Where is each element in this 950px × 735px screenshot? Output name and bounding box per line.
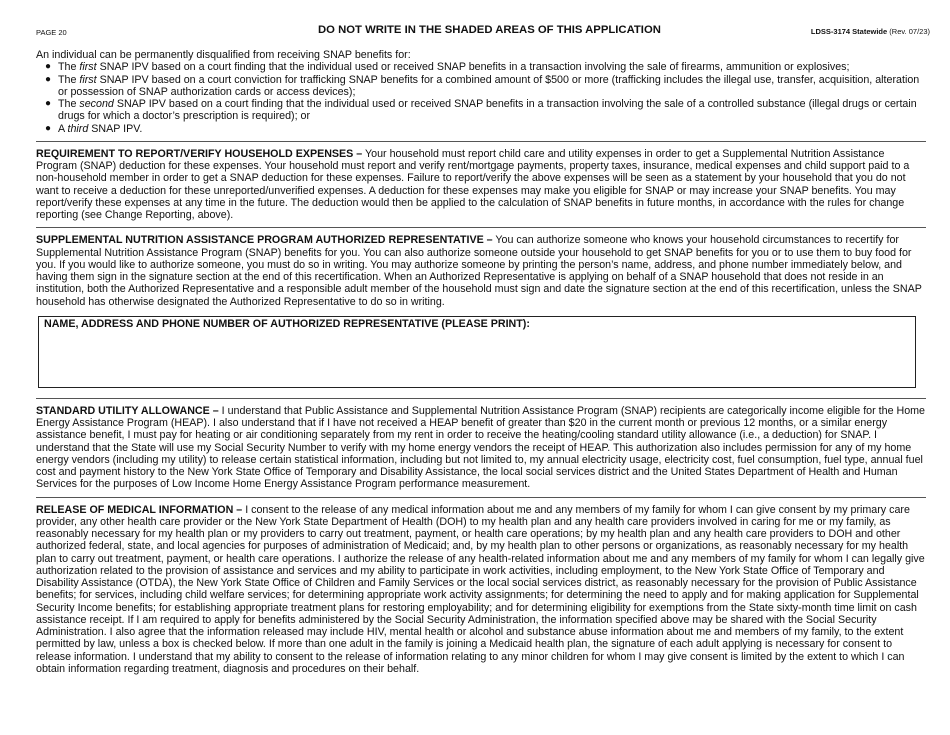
page-title: DO NOT WRITE IN THE SHADED AREAS OF THIS APPLICATION (318, 24, 661, 36)
disqualification-list (36, 61, 926, 135)
bullet-icon: ● (45, 122, 52, 134)
section-divider (36, 227, 926, 228)
list-item (36, 98, 926, 123)
medical-heading: RELEASE OF MEDICAL INFORMATION – (36, 503, 243, 516)
disqualification-intro: An individual can be permanently disqualified from receiving SNAP benefits for: (36, 49, 411, 61)
item-emphasis: third (67, 122, 89, 135)
item-text: The (58, 98, 80, 110)
household-expenses-heading: REQUIREMENT TO REPORT/VERIFY HOUSEHOLD EXPENSES – (36, 147, 363, 160)
bullet-icon: ● (45, 61, 52, 73)
authorized-rep-section (36, 234, 926, 308)
bullet-icon: ● (45, 73, 52, 85)
medical-body: I consent to the release of any medical information about me and any members of my family for whom I can give consent by my primary care provider, any other health care provider or the New York State Department of Health (DOH) to my health plan and any health care providers involved in caring for me or my family, as reasonably necessary for my health plan or my providers to carry out treatment, payment, or health care operations; by my health plan and any health care providers to DOH and other authorized federal, state, and local agencies for purposes of administration of Medicaid; and, by my health plan to other persons or organizations, as reasonably necessary for my health plan to carry out treatment, payment, or health care operations. I authorize the release of any health-related information about me and any members of my family for whom I can legally give authorization related to the provision of assistance and services and my ability to participate in work activities, including employment, to the New York State Office of Temporary and Disability Assistance (OTDA), the New York State Office of Children and Family Services or the local social services district, as reasonably necessary for the provision of Public Assistance benefits; for services, including child welfare services; for determining appropriate work activity assignments; for determining the need to apply and for making application for Supplemental Security Income benefits; for establishing appropriate treatment plans for restoring employability; and for determining eligibility for exemptions from the State sixty-month time limit on cash assistance receipt. If I am required to apply for benefits administered by the Social Security Administration, the information specified above may be shared with the Social Security Administration. I also agree that the information released may include HIV, mental health or alcohol and substance abuse information about me and members of my family, to the extent permitted by law, unless a box is checked below. If more than one adult in the family is joining a Medicaid health plan, the signature of each adult applying is necessary for consent to release information. I understand that my ability to consent to the release of information relating to any minor children for whom I may give consent is limited by the extent to which I can obtain information regarding treatment, diagnosis and procedures on their behalf. (36, 503, 925, 675)
form-code: LDSS-3174 Statewide (810, 27, 888, 36)
item-text: A (58, 122, 68, 135)
utility-heading: STANDARD UTILITY ALLOWANCE – (36, 404, 219, 417)
item-text: SNAP IPV based on a court finding that the individual used or received SNAP benefits in a transaction involving the sale of a controlled substance (illegal drugs or certain drugs for which a doctor’s prescription is required); or (58, 98, 917, 123)
list-item (36, 74, 926, 99)
medical-section (36, 504, 926, 676)
utility-section (36, 405, 926, 491)
section-divider (36, 141, 926, 142)
authorized-rep-heading: SUPPLEMENTAL NUTRITION ASSISTANCE PROGRAM AUTHORIZED REPRESENTATIVE – (36, 234, 493, 247)
item-emphasis: second (79, 98, 114, 110)
item-text: SNAP IPV. (88, 122, 143, 135)
form-revision: (Rev. 07/23) (889, 27, 930, 36)
form-id (811, 27, 930, 36)
list-item (36, 61, 926, 73)
list-item (36, 123, 926, 135)
authorized-rep-box-label: NAME, ADDRESS AND PHONE NUMBER OF AUTHORIZED REPRESENTATIVE (PLEASE PRINT): (44, 317, 530, 330)
household-expenses-body: Your household must report child care and utility expenses in order to get a Supplemental Nutrition Assistance Program (SNAP) deduction for these expenses. Your household must report and verify rent/mortgage payments, property taxes, insurance, medical expenses and child support paid to a non-household member in order to get a SNAP deduction for these expenses. Failure to report/verify the above expenses will be seen as a statement by your household that you do not want to receive a deduction for these unreported/unverified expenses. A deduction for these expenses may make you eligible for SNAP or may increase your SNAP benefits. You may report/verify these expenses at any time in the future. The deduction would then be applied to the calculation of SNAP benefits in future months, in accordance with the rules for change reporting (see Change Reporting, above). (36, 147, 910, 221)
item-text: The (58, 61, 80, 74)
utility-body: I understand that Public Assistance and Supplemental Nutrition Assistance Program (SNAP) recipients are categorically income eligible for the Home Energy Assistance Program (HEAP). I also understand that if I have not received a HEAP benefit of greater than $20 in the current month or previous 12 months, or a similar energy assistance benefit, I must pay for heating or air conditioning separately from my rent in order to receive the heating/cooling standard utility allowance (i.e., a deduction) for SNAP. I understand that the State will use my Social Security Number to verify with my home energy vendors the receipt of HEAP. This authorization also includes permission for any of my home energy vendors (including my utility) to release certain statistical information, including but not limited to, my annual electricity usage, electricity cost, fuel consumption, fuel type, annual fuel cost and payment history to the New York State Office of Temporary and Disability Assistance, the local social services district and the United States Department of Health and Human Services for the purposes of Low Income Home Energy Assistance Program performance measurement. (36, 404, 925, 491)
section-divider (36, 497, 926, 498)
item-text: SNAP IPV based on a court conviction for trafficking SNAP benefits for a combined amount of $500 or more (trafficking includes the illegal use, transfer, acquisition, alteration or possession of SNAP authorization cards or access devices); (58, 73, 920, 98)
authorized-rep-body: You can authorize someone who knows your household circumstances to recertify for Supplemental Nutrition Assistance Program (SNAP) benefits for you. You can also authorize someone outside your household to get SNAP benefits for you or to use them to buy food for you. If you would like to authorize someone, you must do so in writing. You may authorize someone by printing the person’s name, address, and phone number immediately below, and having them sign in the signature section at the end of this recertification. When an Authorized Representative is applying on behalf of a SNAP household that does not reside in an institution, both the Authorized Representative and a responsible adult member of the household must sign and date the signature section at the end of this recertification, unless the SNAP household has otherwise designated the Authorized Representative to do so in writing. (36, 234, 922, 308)
bullet-icon: ● (45, 98, 52, 109)
item-emphasis: first (79, 73, 97, 86)
authorized-rep-input-box[interactable] (38, 316, 916, 388)
item-emphasis: first (79, 61, 97, 74)
page-number: PAGE 20 (36, 28, 67, 37)
section-divider (36, 398, 926, 399)
document-body (36, 49, 926, 675)
item-text: SNAP IPV based on a court finding that the individual used or received SNAP benefits in a transaction involving the sale of firearms, ammunition or explosives; (96, 61, 850, 74)
household-expenses-section (36, 148, 926, 222)
item-text: The (58, 73, 80, 86)
page-header (0, 0, 950, 40)
